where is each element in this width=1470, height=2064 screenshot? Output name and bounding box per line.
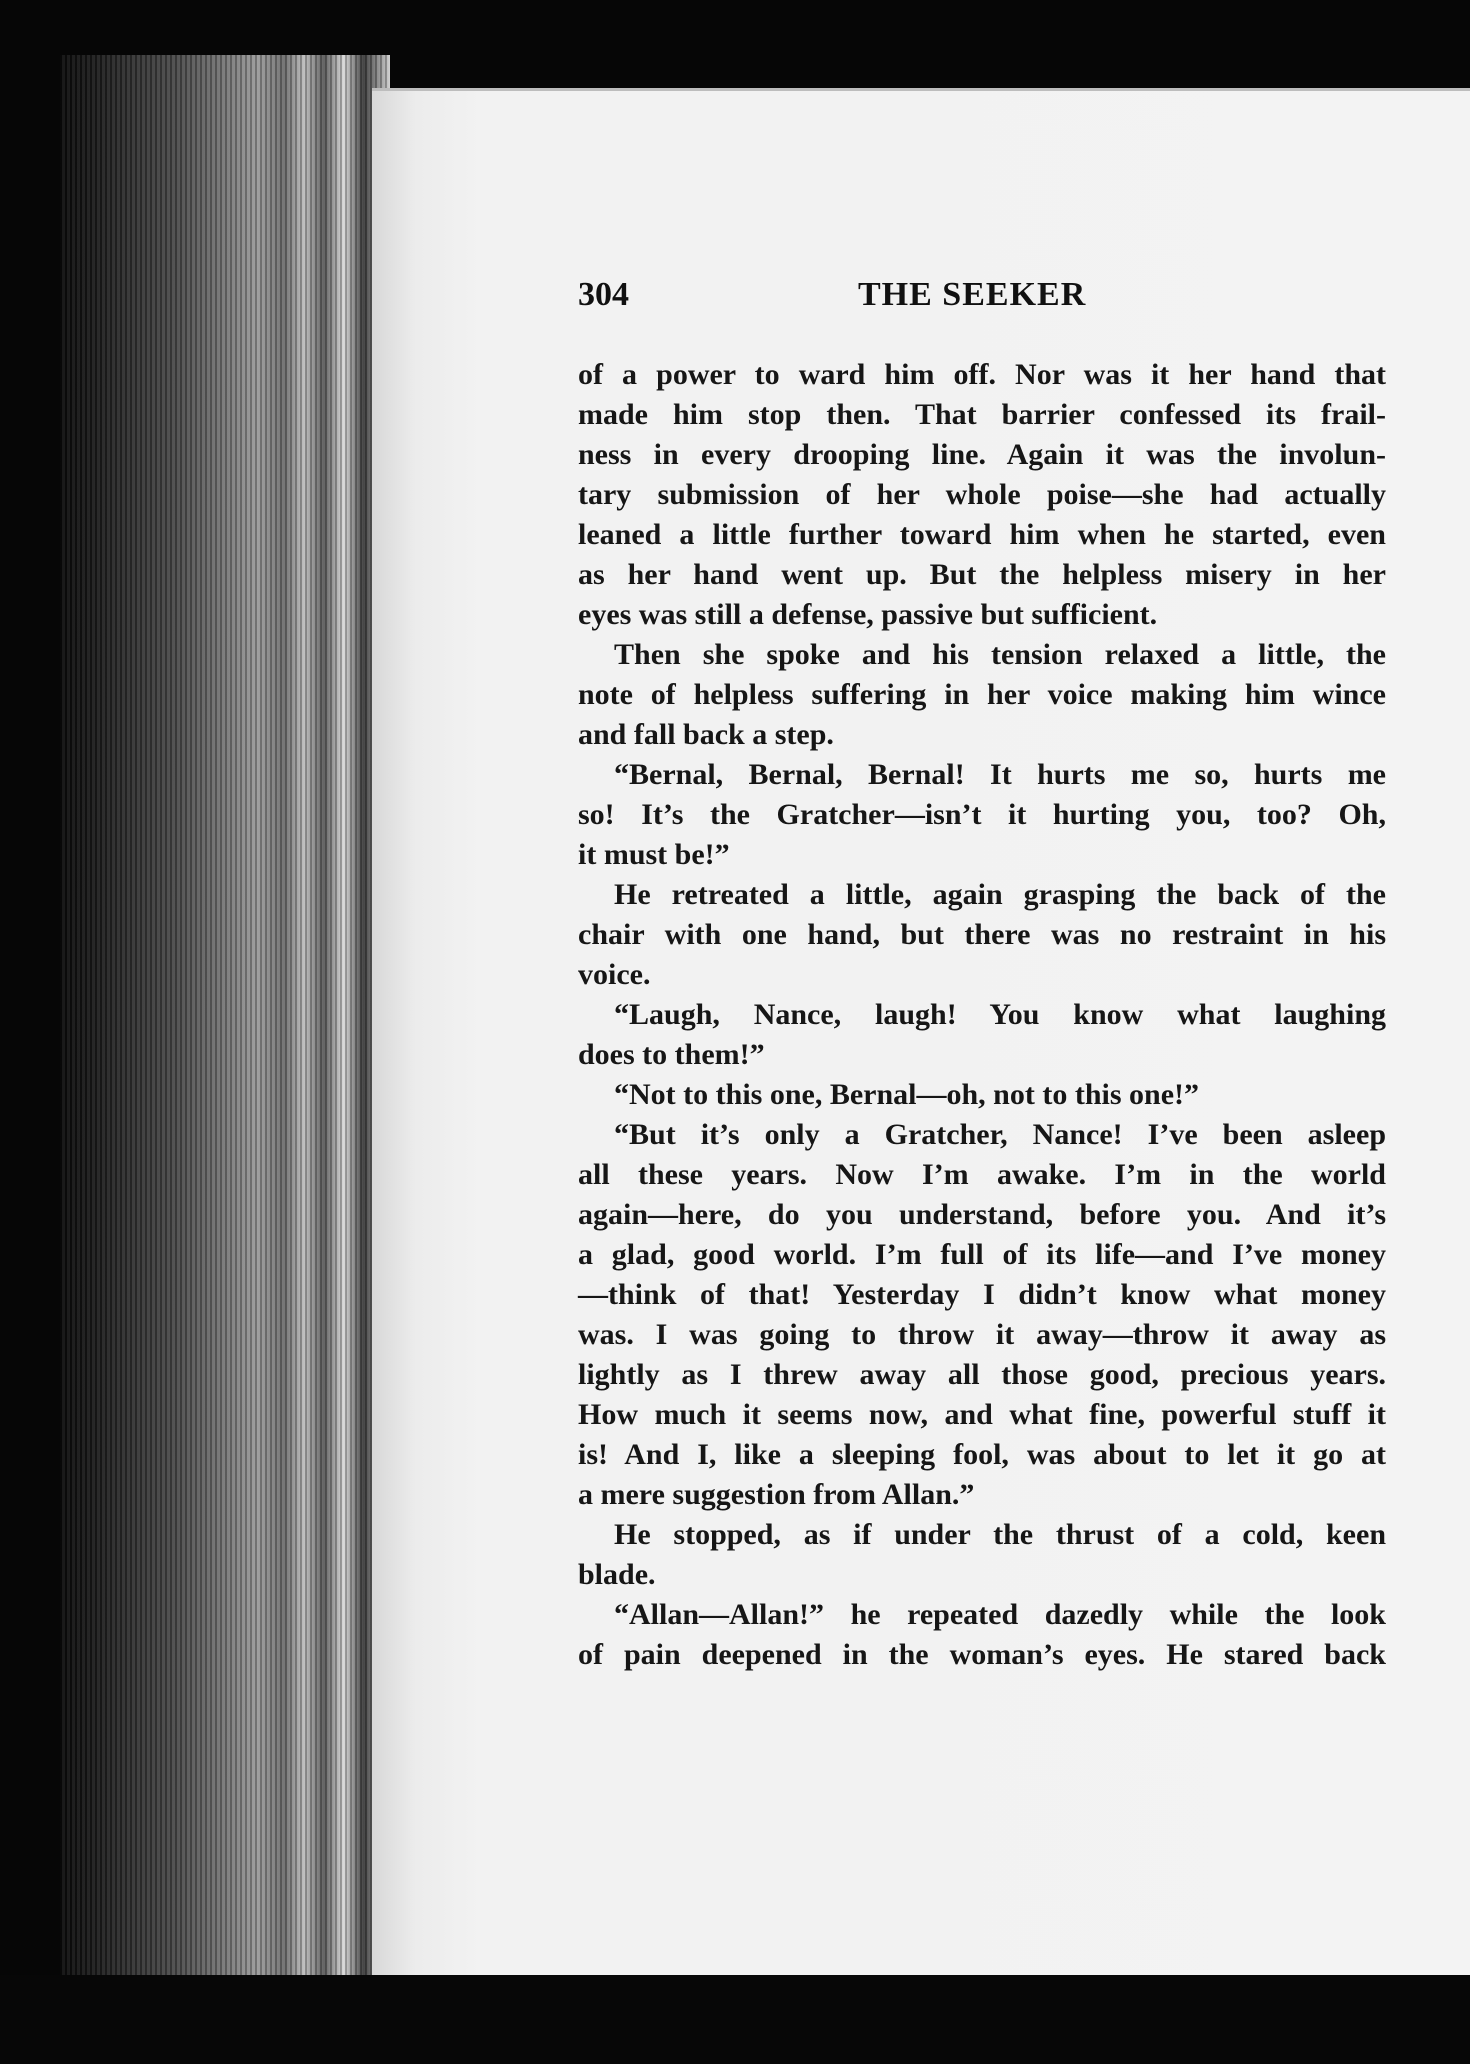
text-line: a glad, good world. I’m full of its life—and I’ve money: [578, 1238, 1386, 1271]
text-line: —think of that! Yesterday I didn’t know what money: [578, 1278, 1386, 1311]
text-line: “Allan—Allan!” he repeated dazedly while the look: [614, 1598, 1386, 1631]
text-line: note of helpless suffering in her voice making him wince: [578, 678, 1386, 711]
text-line: “Laugh, Nance, laugh! You know what laughing: [614, 998, 1386, 1031]
text-line: He retreated a little, again grasping the back of the: [614, 878, 1386, 911]
text-line: of a power to ward him off. Nor was it her hand that: [578, 358, 1386, 391]
text-line: and fall back a step.: [578, 718, 834, 751]
text-line: blade.: [578, 1558, 656, 1591]
text-line: ness in every drooping line. Again it was the involun-: [578, 438, 1386, 471]
text-line: so! It’s the Gratcher—isn’t it hurting you, too? Oh,: [578, 798, 1386, 831]
page-number: 304: [578, 276, 629, 313]
text-line: “Bernal, Bernal, Bernal! It hurts me so, hurts me: [614, 758, 1386, 791]
text-line: it must be!”: [578, 838, 730, 871]
text-line: voice.: [578, 958, 651, 991]
text-line: again—here, do you understand, before you. And it’s: [578, 1198, 1386, 1231]
text-line: of pain deepened in the woman’s eyes. He stared back: [578, 1638, 1386, 1671]
book-page-edges: [60, 55, 390, 1975]
text-line: chair with one hand, but there was no restraint in his: [578, 918, 1386, 951]
text-line: tary submission of her whole poise—she had actually: [578, 478, 1386, 511]
text-line: is! And I, like a sleeping fool, was about to let it go at: [578, 1438, 1386, 1471]
text-line: was. I was going to throw it away—throw it away as: [578, 1318, 1386, 1351]
text-line: lightly as I threw away all those good, precious years.: [578, 1358, 1386, 1391]
text-line: made him stop then. That barrier confessed its frail-: [578, 398, 1386, 431]
text-line: “But it’s only a Gratcher, Nance! I’ve been asleep: [614, 1118, 1386, 1151]
text-line: Then she spoke and his tension relaxed a little, the: [614, 638, 1386, 671]
book-title: THE SEEKER: [858, 276, 1087, 313]
text-line: “Not to this one, Bernal—oh, not to this one!”: [614, 1078, 1200, 1111]
text-line: all these years. Now I’m awake. I’m in the world: [578, 1158, 1386, 1191]
bottom-shadow: [0, 1975, 1470, 2064]
running-head: [578, 270, 1104, 320]
text-line: a mere suggestion from Allan.”: [578, 1478, 975, 1511]
text-line: How much it seems now, and what fine, powerful stuff it: [578, 1398, 1386, 1431]
body-text: [578, 355, 1386, 1675]
text-line: He stopped, as if under the thrust of a cold, keen: [614, 1518, 1386, 1551]
text-line: leaned a little further toward him when he started, even: [578, 518, 1386, 551]
text-line: as her hand went up. But the helpless misery in her: [578, 558, 1386, 591]
text-line: eyes was still a defense, passive but sufficient.: [578, 598, 1158, 631]
text-line: does to them!”: [578, 1038, 765, 1071]
